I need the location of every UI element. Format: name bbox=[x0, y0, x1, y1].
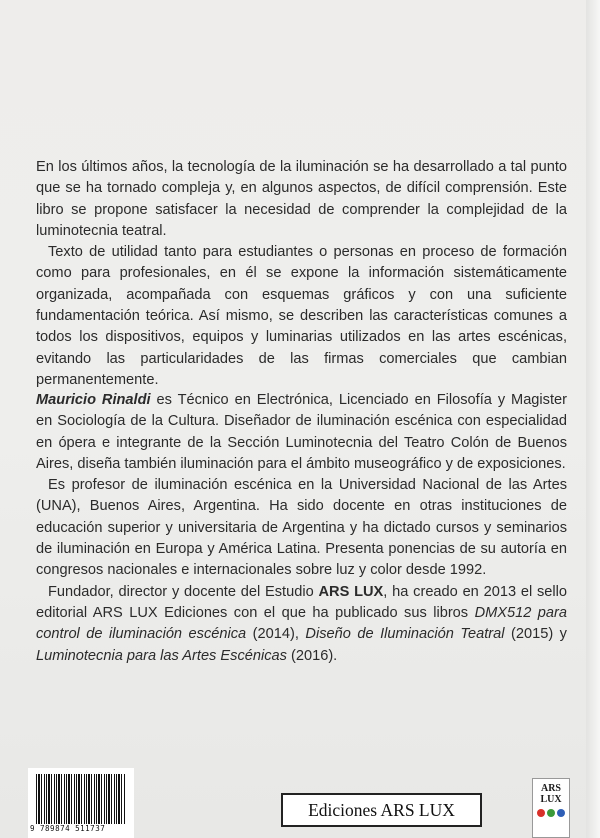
page-edge bbox=[586, 0, 600, 838]
isbn-number: 9 789874 511737 bbox=[30, 824, 106, 833]
bio-paragraph-2: Es profesor de iluminación escénica en la Universidad Nacional de las Artes (UNA), Buenos Aires, Argentina. Ha sido docente en otras instituciones de educación superior y universitaria de Argentina y ha dictado cursos y seminarios de iluminación en Europa y América Latina. Presenta ponencias de su autoría en congresos nacionales e internacionales sobre luz y color desde 1992. bbox=[36, 477, 567, 579]
synopsis-text bbox=[36, 157, 567, 391]
bio-paragraph-3 bbox=[36, 582, 567, 667]
bio-p3-text-c: (2014), bbox=[246, 626, 306, 643]
bio-paragraph-1 bbox=[36, 390, 567, 475]
publisher-label bbox=[281, 793, 482, 827]
logo-line-1: ARS bbox=[540, 783, 561, 794]
studio-name: ARS LUX bbox=[318, 583, 384, 600]
bio-p3-text-d: (2015) y bbox=[504, 626, 567, 643]
barcode-bars bbox=[36, 774, 126, 824]
book-title-1: DMX512 para control de iluminación escénica bbox=[36, 604, 568, 643]
book-title-3: Luminotecnia para las Artes Escénicas bbox=[36, 647, 287, 664]
bio-p3-text-a: Fundador, director y docente del Estudio bbox=[48, 583, 319, 600]
blue-dot-icon bbox=[557, 809, 565, 817]
green-dot-icon bbox=[547, 809, 555, 817]
synopsis-paragraph-2: Texto de utilidad tanto para estudiantes o personas en proceso de formación como para profesionales, en él se expone la información sistemáticamente organizada, acompañada con esquemas gráficos y con una suficiente fundamentación teórica. Así mismo, se describen las características comunes a todos los dispositivos, equipos y luminarias utilizados en las artes escénicas, evitando las particularidades de las firmas comerciales que cambian permanentemente. bbox=[36, 244, 567, 388]
author-bio bbox=[36, 390, 567, 667]
bio-p3-text-b: , ha creado en 2013 el sello editorial ARS LUX Ediciones con el que ha publicado sus libros bbox=[36, 583, 568, 621]
bio-paragraph-1-text: es Técnico en Electrónica, Licenciado en Filosofía y Magister en Sociología de la Cultura. Diseñador de iluminación escénica con especialidad en ópera e integrante de la Sección Luminotecnia del Teatro Colón de Buenos Aires, diseña también iluminación para el ámbito museográfico y de exposiciones. bbox=[36, 392, 567, 472]
red-dot-icon bbox=[537, 809, 545, 817]
logo-line-2: LUX bbox=[540, 794, 562, 805]
logo-color-dots bbox=[533, 809, 569, 817]
book-title-2: Diseño de Iluminación Teatral bbox=[305, 626, 505, 643]
author-name: Mauricio Rinaldi bbox=[36, 392, 151, 408]
isbn-barcode bbox=[28, 768, 134, 838]
ars-lux-logo bbox=[532, 778, 570, 838]
synopsis-paragraph-1: En los últimos años, la tecnología de la iluminación se ha desarrollado a tal punto que se ha tornado compleja y, en algunos aspectos, de difícil comprensión. Este libro se propone satisfacer la necesidad de comprender la complejidad de la luminotecnia teatral. bbox=[36, 159, 567, 239]
publisher-name: Ediciones ARS LUX bbox=[308, 799, 455, 820]
bio-p3-text-e: (2016). bbox=[286, 647, 338, 664]
